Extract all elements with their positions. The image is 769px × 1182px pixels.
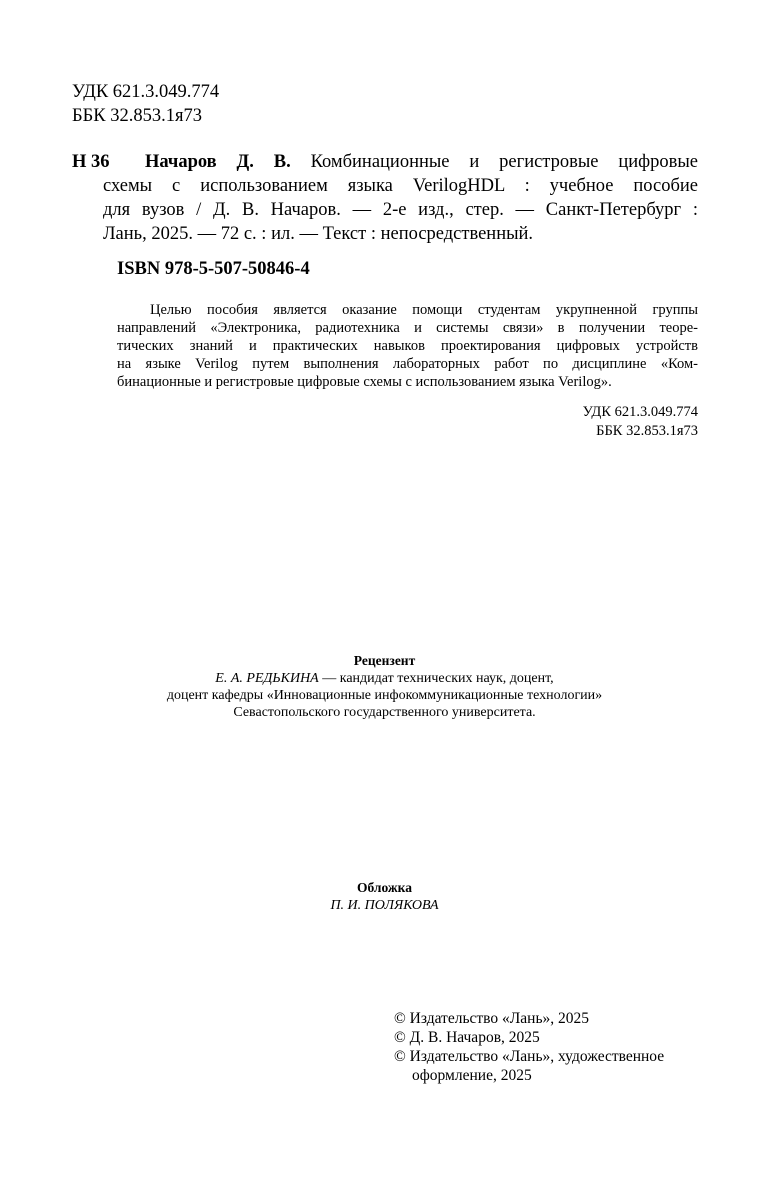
copyright-line: оформление, 2025 bbox=[412, 1067, 532, 1084]
annotation-udk: УДК 621.3.049.774 bbox=[582, 404, 698, 420]
copyright-line: © Издательство «Лань», художественное bbox=[394, 1048, 665, 1065]
reviewer-line-2: доцент кафедры «Инновационные инфокоммуникационные технологии» bbox=[166, 688, 603, 703]
reviewer-heading: Рецензент bbox=[353, 653, 416, 668]
reviewer-block bbox=[0, 652, 769, 721]
cover-artist: П. И. ПОЛЯКОВА bbox=[330, 898, 439, 913]
bbk-code: ББК 32.853.1я73 bbox=[72, 106, 202, 126]
annotation bbox=[117, 301, 698, 391]
copyright-line: © Д. В. Начаров, 2025 bbox=[394, 1029, 540, 1046]
annotation-line: тических знаний и практических навыков проектирования цифровых устройств bbox=[117, 338, 698, 354]
bibliographic-record bbox=[103, 150, 698, 246]
bib-line-4: Лань, 2025. — 72 с. : ил. — Текст : непосредственный. bbox=[103, 224, 534, 244]
copyright-block bbox=[394, 1009, 664, 1085]
reviewer-line-3: Севастопольского государственного университета. bbox=[233, 705, 536, 720]
copyright-line: © Издательство «Лань», 2025 bbox=[394, 1010, 590, 1027]
bib-line-3: для вузов / Д. В. Начаров. — 2-е изд., стер. — Санкт-Петербург : bbox=[103, 200, 698, 220]
author-mark: Н 36 bbox=[72, 152, 110, 172]
annotation-bbk: ББК 32.853.1я73 bbox=[596, 423, 698, 439]
cover-heading: Обложка bbox=[356, 880, 412, 895]
annotation-line: бинационные и регистровые цифровые схемы с использованием языка Verilog». bbox=[117, 374, 612, 390]
reviewer-credentials: — кандидат технических наук, доцент, bbox=[318, 671, 554, 686]
bib-title-start: Комбинационные и регистровые цифровые bbox=[310, 152, 699, 172]
bib-line-2: схемы с использованием языка VerilogHDL : учебное пособие bbox=[103, 176, 698, 196]
cover-credit bbox=[0, 879, 769, 915]
annotation-line: Целью пособия является оказание помощи студентам укрупненной группы bbox=[150, 302, 698, 318]
reviewer-line-1 bbox=[0, 670, 769, 687]
reviewer-name: Е. А. РЕДЬКИНА bbox=[215, 671, 319, 686]
annotation-line: на языке Verilog путем выполнения лабораторных работ по дисциплине «Ком- bbox=[117, 356, 698, 372]
bib-line-1 bbox=[103, 150, 698, 174]
annotation-line: направлений «Электроника, радиотехника и системы связи» в получении теоре- bbox=[117, 320, 698, 336]
udk-code: УДК 621.3.049.774 bbox=[72, 82, 220, 102]
author-name: Начаров Д. В. bbox=[145, 152, 291, 172]
isbn: ISBN 978-5-507-50846-4 bbox=[117, 259, 310, 279]
